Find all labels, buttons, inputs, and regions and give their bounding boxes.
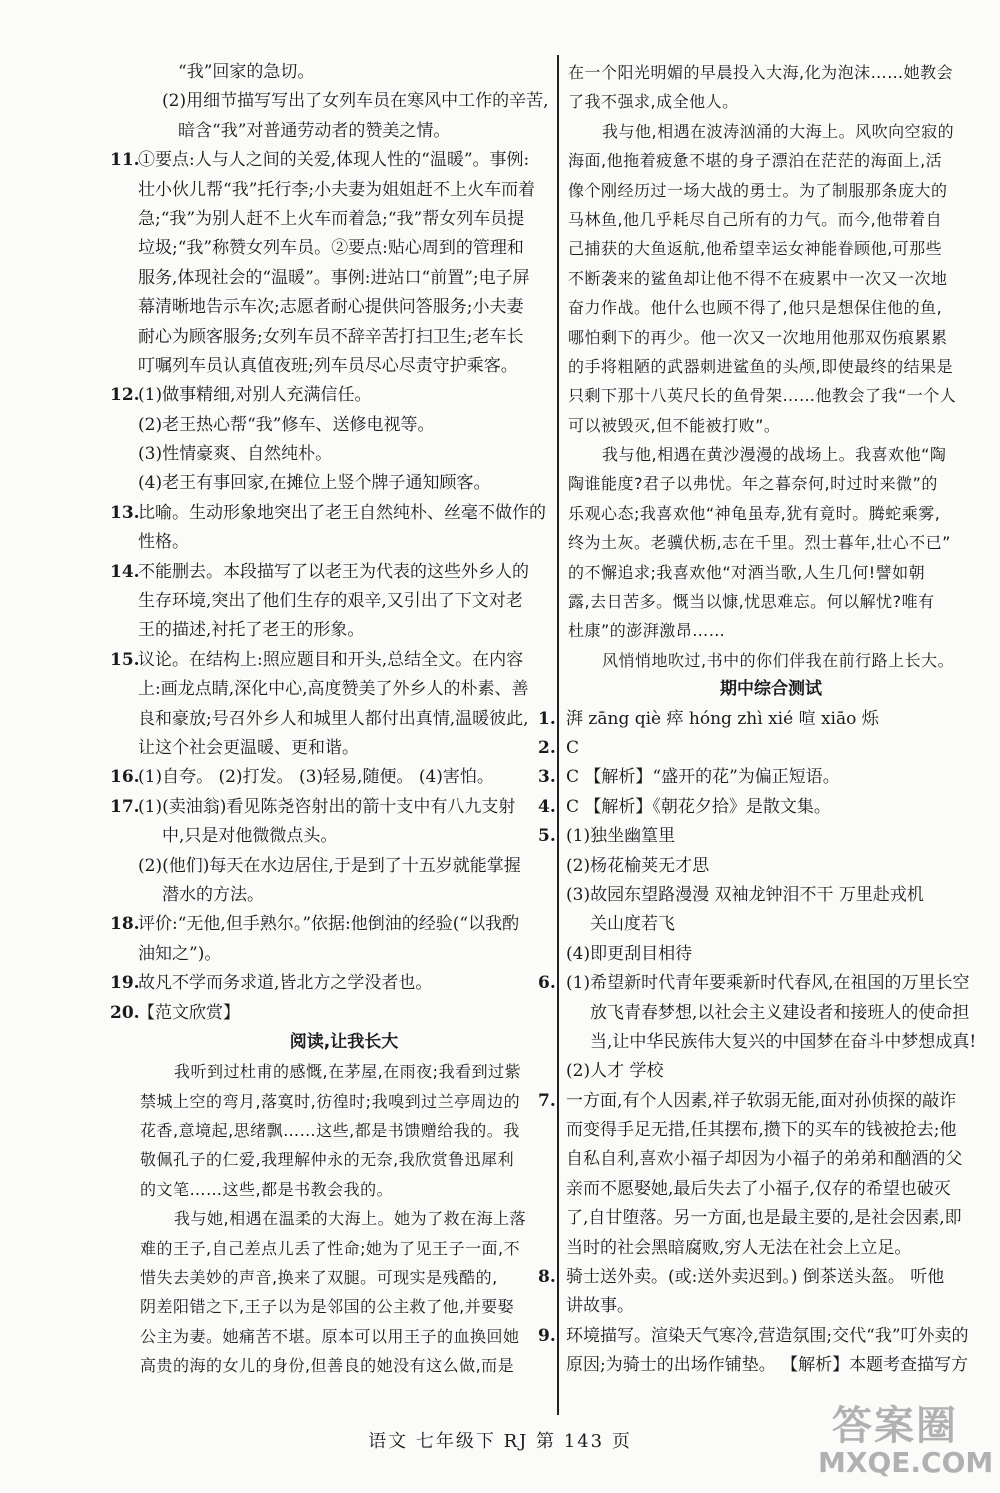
left-column	[110, 58, 550, 1381]
line-text: 湃 zāng qiè 瘁 hóng zhì xié 喧 xiāo 烁	[566, 708, 879, 729]
line-text: 在一个阳光明媚的早晨投入大海,化为泡沫……她教会	[568, 63, 954, 82]
question-number: 19.	[110, 973, 140, 994]
text-line	[138, 323, 550, 352]
line-text: 的不懈追求;我喜欢他“对酒当歌,人生几何!譬如朝	[568, 562, 926, 582]
text-line	[138, 587, 550, 616]
text-line	[566, 469, 976, 498]
line-text: 环境描写。渲染天气寒冷,营造氛围;交代“我”叮外卖的	[566, 1325, 969, 1346]
text-line	[110, 381, 550, 410]
line-text: 亲而不愿娶她,最后失去了小福子,仅存的希望也破灭	[566, 1178, 951, 1199]
line-text: 议论。在结构上:照应题目和开头,总结全文。在内容	[138, 649, 524, 670]
line-text: 的文笔……这些,都是书教会我的。	[140, 1179, 394, 1199]
text-line	[566, 558, 976, 587]
text-line	[566, 381, 976, 410]
line-text: 己捕获的大鱼返航,他希望幸运女神能眷顾他,可那些	[568, 239, 943, 259]
line-text: 当时的社会黑暗腐败,穷人无法在社会上立足。	[566, 1237, 912, 1258]
text-line	[538, 763, 976, 792]
line-text: 了,自甘堕落。另一方面,也是最主要的,是社会因素,即	[566, 1208, 962, 1229]
line-text: 原因;为骑士的出场作铺垫。 【解析】本题考查描写方	[566, 1355, 969, 1376]
line-text: 只剩下那十八英尺长的鱼骨架……他教会了我“一个人	[568, 386, 957, 406]
line-text: 故凡不学而务求道,皆北方之学没者也。	[138, 973, 433, 994]
line-text: 【范文欣赏】	[138, 1002, 240, 1023]
text-line	[566, 1057, 976, 1086]
text-line	[138, 1204, 550, 1233]
line-text: 阅读,让我长大	[289, 1031, 399, 1052]
text-line	[566, 58, 976, 87]
text-line	[138, 881, 550, 910]
line-text: 乐观心态;我喜欢他“神龟虽寿,犹有竟时。腾蛇乘雾,	[568, 503, 941, 523]
text-line	[138, 87, 550, 116]
line-text: 不断袭来的鲨鱼却让他不得不在疲累中一次又一次地	[568, 268, 948, 288]
text-line	[138, 234, 550, 263]
text-line	[566, 1351, 976, 1380]
line-text: (2)用细节描写写出了女列车员在寒风中工作的辛苦,	[162, 91, 549, 112]
text-line	[138, 176, 550, 205]
question-number: 2.	[538, 737, 556, 758]
question-number: 5.	[538, 826, 556, 847]
question-number: 20.	[110, 1002, 140, 1023]
line-text: 关山度若飞	[590, 914, 675, 935]
text-line	[538, 1263, 976, 1292]
line-text: 自私自利,喜欢小福子却因为小福子的弟弟和酗酒的父	[566, 1149, 963, 1170]
line-text: 放飞青春梦想,以社会主义建设者和接班人的使命担	[590, 1002, 970, 1023]
text-line	[538, 793, 976, 822]
text-line	[138, 1351, 550, 1380]
question-number: 8.	[538, 1267, 556, 1288]
line-text: (1)做事精细,对别人充满信任。	[138, 385, 372, 406]
line-text: (1)独坐幽篁里	[566, 826, 676, 847]
line-text: 一方面,有个人因素,祥子软弱无能,面对孙侦探的敲诈	[566, 1090, 957, 1111]
page-footer: 语文 七年级下 RJ 第 143 页	[368, 1431, 632, 1452]
text-line	[538, 1322, 976, 1351]
text-line	[138, 1292, 550, 1321]
text-line	[566, 146, 976, 175]
text-line	[138, 852, 550, 881]
text-line	[138, 469, 550, 498]
text-line	[110, 763, 550, 792]
text-line	[138, 1175, 550, 1204]
text-line	[566, 1116, 976, 1145]
text-line	[566, 234, 976, 263]
text-line	[138, 1087, 550, 1116]
text-line	[538, 969, 976, 998]
line-text: 奋力作战。他什么也顾不得了,他只是想保住他的鱼,	[568, 298, 943, 318]
text-line	[110, 999, 550, 1028]
line-text: 上:画龙点睛,深化中心,高度赞美了外乡人的朴素、善	[138, 679, 529, 700]
text-line	[138, 58, 550, 87]
line-text: (2)(他们)每天在水边居住,于是到了十五岁就能掌握	[138, 855, 521, 876]
line-text: C 【解析】《朝花夕拾》是散文集。	[566, 796, 831, 817]
text-line	[138, 411, 550, 440]
line-text: 像个刚经历过一场大战的勇士。为了制服那条庞大的	[568, 180, 948, 200]
text-line	[566, 910, 976, 939]
line-text: (2)老王热心帮“我”修车、送修电视等。	[138, 414, 435, 435]
text-line	[138, 822, 550, 851]
text-line	[566, 999, 976, 1028]
line-text: 不能删去。本段描写了以老王为代表的这些外乡人的	[138, 561, 529, 582]
watermark-url: MXQE.COM	[818, 1446, 994, 1479]
watermark-text: 答案圈	[832, 1403, 958, 1449]
text-line	[138, 1028, 550, 1057]
text-line	[138, 264, 550, 293]
text-line	[138, 705, 550, 734]
watermark-logo	[818, 1392, 996, 1488]
question-number: 6.	[538, 973, 556, 994]
text-line	[538, 734, 976, 763]
text-line	[138, 1057, 550, 1086]
line-text: 当,让中华民族伟大复兴的中国梦在奋斗中梦想成真!	[590, 1031, 976, 1052]
question-number: 7.	[538, 1090, 556, 1111]
line-text: 我与他,相遇在波涛汹涌的大海上。风吹向空寂的	[602, 121, 955, 141]
text-line	[566, 675, 976, 704]
text-line	[110, 793, 550, 822]
text-line	[138, 734, 550, 763]
text-line	[138, 528, 550, 557]
line-text: C 【解析】“盛开的花”为偏正短语。	[566, 767, 840, 788]
question-number: 12.	[110, 385, 140, 406]
text-line	[110, 646, 550, 675]
text-line	[138, 1116, 550, 1145]
text-line	[566, 616, 976, 645]
text-line	[538, 705, 976, 734]
line-text: 急;“我”为别人赶不上火车而着急;“我”帮女列车员提	[138, 208, 525, 229]
question-number: 11.	[110, 150, 140, 171]
line-text: (1)自夸。 (2)打发。 (3)轻易,随便。 (4)害怕。	[138, 767, 494, 788]
text-line	[138, 1322, 550, 1351]
line-text: 让这个社会更温暖、更和谐。	[138, 737, 359, 758]
text-line	[566, 1145, 976, 1174]
text-line	[538, 1087, 976, 1116]
line-text: C	[566, 737, 580, 758]
line-text: 敬佩孔子的仁爱,我理解仲永的无奈,我欣赏鲁迅犀利	[140, 1150, 515, 1170]
line-text: 终为土灰。老骥伏枥,志在千里。烈士暮年,壮心不已”	[568, 533, 951, 553]
line-text: 杜康”的澎湃激昂……	[568, 621, 726, 641]
text-line	[566, 440, 976, 469]
line-text: 哪怕剩下的再少。他一次又一次地用他那双伤痕累累	[568, 327, 948, 347]
line-text: 垃圾;“我”称赞女列车员。②要点:贴心周到的管理和	[138, 238, 524, 259]
text-line	[538, 822, 976, 851]
line-text: 我听到过杜甫的感慨,在茅屋,在雨夜;我看到过紫	[174, 1062, 522, 1082]
text-line	[566, 1175, 976, 1204]
line-text: 叮嘱列车员认真值夜班;列车员尽心尽责守护乘客。	[138, 355, 518, 376]
question-number: 4.	[538, 796, 556, 817]
text-line	[138, 1145, 550, 1174]
line-text: 公主为妻。她痛苦不堪。原本可以用王子的血换回她	[140, 1326, 520, 1346]
text-line	[138, 117, 550, 146]
line-text: 风悄悄地吹过,书中的你们伴我在前行路上长大。	[602, 650, 955, 670]
text-line	[566, 499, 976, 528]
text-line	[566, 176, 976, 205]
line-text: 幕清晰地告示车次;志愿者耐心提供问答服务;小夫妻	[138, 297, 524, 318]
line-text: 壮小伙儿帮“我”托行李;小夫妻为姐姐赶不上火车而着	[138, 179, 536, 200]
line-text: 我与她,相遇在温柔的大海上。她为了救在海上落	[174, 1209, 527, 1229]
line-text: 禁城上空的弯月,落寞时,彷徨时;我嗅到过兰亭周边的	[140, 1091, 521, 1111]
line-text: 耐心为顾客服务;女列车员不辞辛苦打扫卫生;老车长	[138, 326, 524, 347]
line-text: 中,只是对他微微点头。	[162, 826, 338, 847]
line-text: 王的描述,衬托了老王的形象。	[138, 620, 365, 641]
question-number: 3.	[538, 767, 556, 788]
line-text: (2)杨花榆荚无才思	[566, 855, 710, 876]
text-line	[566, 87, 976, 116]
text-line	[566, 1204, 976, 1233]
text-line	[138, 616, 550, 645]
line-text: 花香,意境起,思绪飘……这些,都是书馈赠给我的。我	[140, 1121, 520, 1141]
line-text: 生存环境,突出了他们生存的艰辛,又引出了下文对老	[138, 591, 523, 612]
line-text: 而变得手足无措,任其摆布,攒下的买车的钱被抢去;他	[566, 1120, 957, 1141]
text-line	[138, 293, 550, 322]
text-line	[138, 1234, 550, 1263]
text-line	[110, 910, 550, 939]
question-number: 16.	[110, 767, 140, 788]
line-text: 良和豪放;号召外乡人和城里人都付出真情,温暖彼此,	[138, 708, 529, 729]
text-line	[566, 646, 976, 675]
line-text: 可以被毁灭,但不能被打败”。	[568, 415, 781, 435]
text-line	[566, 940, 976, 969]
text-line	[138, 205, 550, 234]
text-line	[566, 1234, 976, 1263]
line-text: 马林鱼,他几乎耗尽自己所有的力气。而今,他带着自	[568, 209, 943, 229]
line-text: (3)故园东望路漫漫 双袖龙钟泪不干 万里赴戎机	[566, 884, 924, 905]
question-number: 1.	[538, 708, 556, 729]
text-line	[110, 558, 550, 587]
question-number: 17.	[110, 796, 140, 817]
line-text: “我”回家的急切。	[178, 62, 315, 82]
line-text: 我与他,相遇在黄沙漫漫的战场上。我喜欢他“陶	[602, 445, 947, 465]
text-line	[566, 117, 976, 146]
line-text: (3)性情豪爽、自然纯朴。	[138, 444, 333, 465]
line-text: 期中综合测试	[720, 679, 822, 700]
line-text: 骑士送外卖。(或:送外卖迟到。) 倒茶送头盔。 听他	[566, 1267, 945, 1288]
text-line	[138, 352, 550, 381]
text-line	[566, 205, 976, 234]
line-text: 阴差阳错之下,王子以为是邻国的公主救了他,并要娶	[140, 1297, 515, 1317]
line-text: 的手将粗陋的武器刺进鲨鱼的头颅,即使最终的结果是	[568, 356, 954, 376]
line-text: 海面,他拖着疲惫不堪的身子漂泊在茫茫的海面上,活	[568, 151, 943, 171]
line-text: 惜失去美妙的声音,换来了双腿。可现实是残酷的,	[140, 1268, 498, 1288]
line-text: 潜水的方法。	[162, 884, 264, 905]
line-text: 评价:“无他,但手熟尔。”依据:他倒油的经验(“以我酌	[138, 914, 520, 935]
text-line	[566, 852, 976, 881]
line-text: ①要点:人与人之间的关爱,体现人性的“温暖”。事例:	[138, 150, 530, 171]
line-text: 难的王子,自己差点儿丢了性命;她为了见王子一面,不	[140, 1238, 521, 1258]
line-text: (1)希望新时代青年要乘新时代春风,在祖国的万里长空	[566, 973, 970, 994]
line-text: 比喻。生动形象地突出了老王自然纯朴、丝毫不做作的	[138, 502, 546, 523]
question-number: 15.	[110, 649, 140, 670]
line-text: 了我不强求,成全他人。	[568, 92, 739, 112]
question-number: 18.	[110, 914, 140, 935]
line-text: 露,去日苦多。慨当以慷,忧思难忘。何以解忧?唯有	[568, 592, 935, 612]
text-line	[138, 940, 550, 969]
text-line	[566, 323, 976, 352]
question-number: 13.	[110, 502, 140, 523]
right-column	[538, 58, 976, 1381]
text-line	[138, 1263, 550, 1292]
text-line	[566, 881, 976, 910]
text-line	[566, 411, 976, 440]
line-text: 陶谁能度?君子以弗忧。年之暮奈何,时过时来微”的	[568, 474, 938, 494]
text-line	[566, 587, 976, 616]
text-line	[110, 969, 550, 998]
line-text: 性格。	[138, 532, 189, 553]
line-text: (1)(卖油翁)看见陈尧咨射出的箭十支中有八九支射	[138, 796, 516, 817]
line-text: (4)即更刮目相待	[566, 943, 693, 964]
question-number: 9.	[538, 1325, 556, 1346]
question-number: 14.	[110, 561, 140, 582]
column-divider	[557, 55, 559, 1415]
line-text: (2)人才 学校	[566, 1061, 664, 1082]
text-line	[110, 499, 550, 528]
line-text: 讲故事。	[566, 1296, 634, 1317]
line-text: 服务,体现社会的“温暖”。事例:进站口“前置”;电子屏	[138, 267, 530, 288]
line-text: 高贵的海的女儿的身份,但善良的她没有这么做,而是	[140, 1356, 515, 1376]
text-line	[110, 146, 550, 175]
line-text: (4)老王有事回家,在摊位上竖个牌子通知顾客。	[138, 473, 491, 494]
text-line	[566, 1028, 976, 1057]
text-line	[138, 440, 550, 469]
text-line	[566, 528, 976, 557]
text-line	[566, 293, 976, 322]
text-line	[566, 1292, 976, 1321]
text-line	[566, 352, 976, 381]
text-line	[566, 264, 976, 293]
text-line	[138, 675, 550, 704]
line-text: 暗含“我”对普通劳动者的赞美之情。	[178, 120, 451, 141]
line-text: 油知之”)。	[138, 943, 222, 964]
